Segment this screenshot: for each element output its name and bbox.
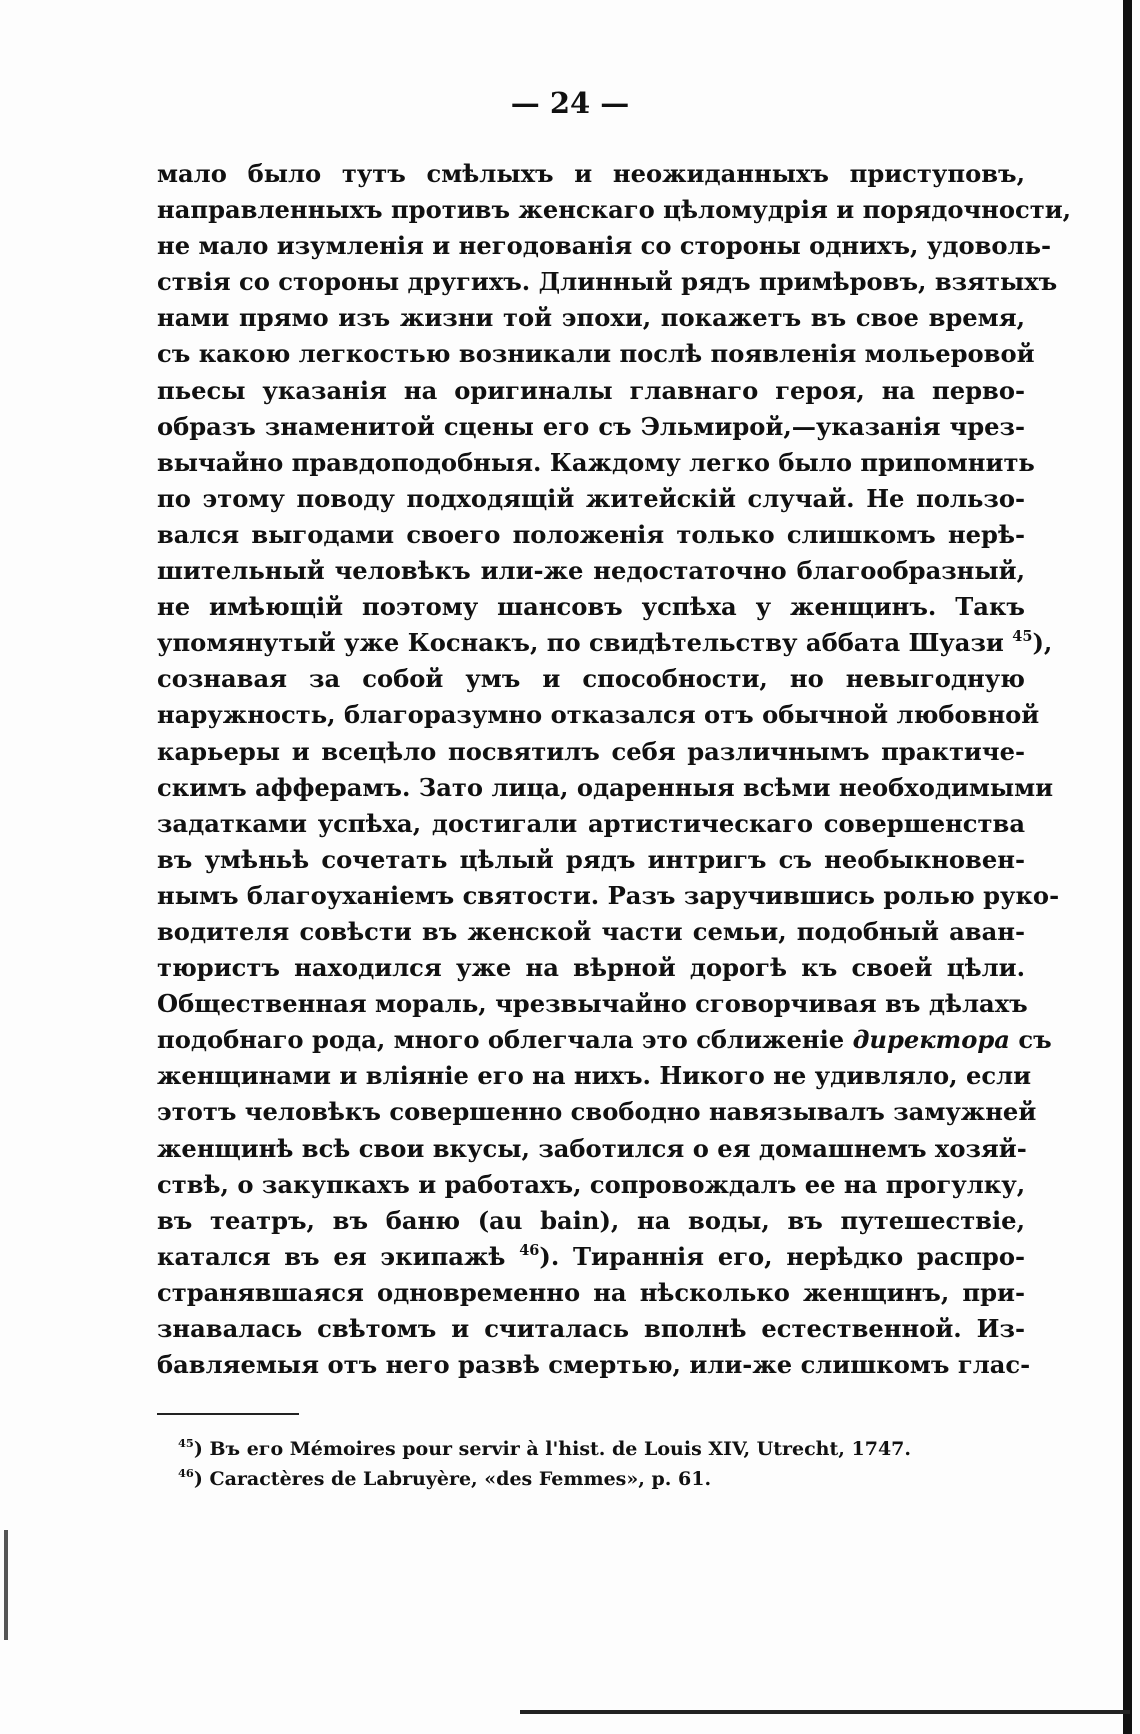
text-line-with-footnote-ref <box>157 1239 1025 1275</box>
text-line: бавляемыя отъ него развѣ смертью, или-же слишкомъ глас- <box>157 1350 1031 1380</box>
text-line: скимъ афферамъ. Зато лица, одаренныя всѣми необходимыми <box>157 772 1054 802</box>
text-line: карьеры и всецѣло посвятилъ себя различнымъ практиче- <box>157 736 1025 766</box>
text-line: сознавая за собой умъ и способности, но невыгодную <box>157 664 1025 694</box>
text-line: не мало изумленія и негодованія со стороны однихъ, удоволь- <box>157 231 1052 261</box>
footnote-46 <box>178 1464 938 1494</box>
text-line: мало было тутъ смѣлыхъ и неожиданныхъ приступовъ, <box>157 159 1025 188</box>
body-text <box>157 156 1072 1383</box>
page-bottom-edge <box>520 1710 1130 1714</box>
page-edge-shadow <box>1123 0 1132 1734</box>
text-line: ствѣ, о закупкахъ и работахъ, сопровождалъ ее на прогулку, <box>157 1169 1026 1199</box>
text-line: наружность, благоразумно отказался отъ обычной любовной <box>157 700 1040 730</box>
text-line: странявшаяся одновременно на нѣсколько женщинъ, при- <box>157 1277 1025 1307</box>
binding-mark <box>4 1530 8 1640</box>
text-line: нами прямо изъ жизни той эпохи, покажетъ въ свое время, <box>157 303 1025 333</box>
footnote-45 <box>178 1434 938 1464</box>
text-line: Общественная мораль, чрезвычайно сговорчивая въ дѣлахъ <box>157 989 1028 1019</box>
text-line: образъ знаменитой сцены его съ Эльмирой,—указанія чрез- <box>157 411 1025 441</box>
text-line: тюристъ находился уже на вѣрной дорогѣ къ своей цѣли. <box>157 953 1025 983</box>
text-line: въ умѣньѣ сочетать цѣлый рядъ интригъ съ необыкновен- <box>157 844 1025 874</box>
text-line: вычайно правдоподобныя. Каждому легко было припомнить <box>157 447 1035 477</box>
text-line: ствія со стороны другихъ. Длинный рядъ примѣровъ, взятыхъ <box>157 267 1058 297</box>
text-line: шительный человѣкъ или-же недостаточно благообразный, <box>157 556 1025 586</box>
text-line: нымъ благоуханіемъ святости. Разъ заручившись ролью руко- <box>157 880 1060 910</box>
line-text: ), <box>1032 628 1053 658</box>
text-line: задатками успѣха, достигали артистическаго совершенства <box>157 808 1025 838</box>
text-line: этотъ человѣкъ совершенно свободно навязывалъ замужней <box>157 1097 1037 1127</box>
footnote-ref-46: 46 <box>519 1241 540 1259</box>
line-text: съ <box>1018 1025 1052 1055</box>
text-line: съ какою легкостью возникали послѣ появленія мольеровой <box>157 339 1035 369</box>
footnotes <box>178 1434 938 1494</box>
text-line: направленныхъ противъ женскаго цѣломудрія и порядочности, <box>157 195 1072 225</box>
line-text: ). Тираннія его, нерѣдко распро- <box>539 1241 1026 1271</box>
footnote-text: ) Въ его Mémoires pour servir à l'hist. de Louis XIV, Utrecht, 1747. <box>193 1438 911 1460</box>
line-text: упомянутый уже Коснакъ, по свидѣтельству аббата Шуази <box>157 628 1004 658</box>
text-line: женщинѣ всѣ свои вкусы, заботился о ея домашнемъ хозяй- <box>157 1133 1027 1163</box>
text-line-with-italic <box>157 1022 1052 1058</box>
text-line: не имѣющій поэтому шансовъ успѣха у женщинъ. Такъ <box>157 592 1025 622</box>
text-line: въ театръ, въ баню (au bain), на воды, въ путешествіе, <box>157 1205 1025 1235</box>
text-line: женщинами и вліяніе его на нихъ. Никого не удивляло, если <box>157 1061 1032 1091</box>
text-line: пьесы указанія на оригиналы главнаго героя, на перво- <box>157 375 1025 405</box>
text-line: по этому поводу подходящій житейскій случай. Не пользо- <box>157 483 1025 513</box>
footnote-ref-45: 45 <box>1012 628 1033 646</box>
italic-word: директора <box>852 1025 1010 1055</box>
text-line: знавалась свѣтомъ и считалась вполнѣ естественной. Из- <box>157 1314 1025 1343</box>
line-text: подобнаго рода, много облегчала это сближеніе <box>157 1025 845 1055</box>
line-text: катался въ ея экипажѣ <box>157 1241 506 1271</box>
footnote-number: 46 <box>178 1466 194 1481</box>
text-line: вался выгодами своего положенія только слишкомъ нерѣ- <box>157 519 1025 549</box>
footnote-separator <box>157 1413 299 1415</box>
text-line-with-footnote-ref <box>157 625 1053 661</box>
page-number: — 24 — <box>510 86 630 120</box>
footnote-number: 45 <box>178 1436 194 1451</box>
text-line: водителя совѣсти въ женской части семьи, подобный аван- <box>157 916 1025 946</box>
footnote-text: ) Caractères de Labruyère, «des Femmes», p. 61. <box>193 1468 712 1490</box>
